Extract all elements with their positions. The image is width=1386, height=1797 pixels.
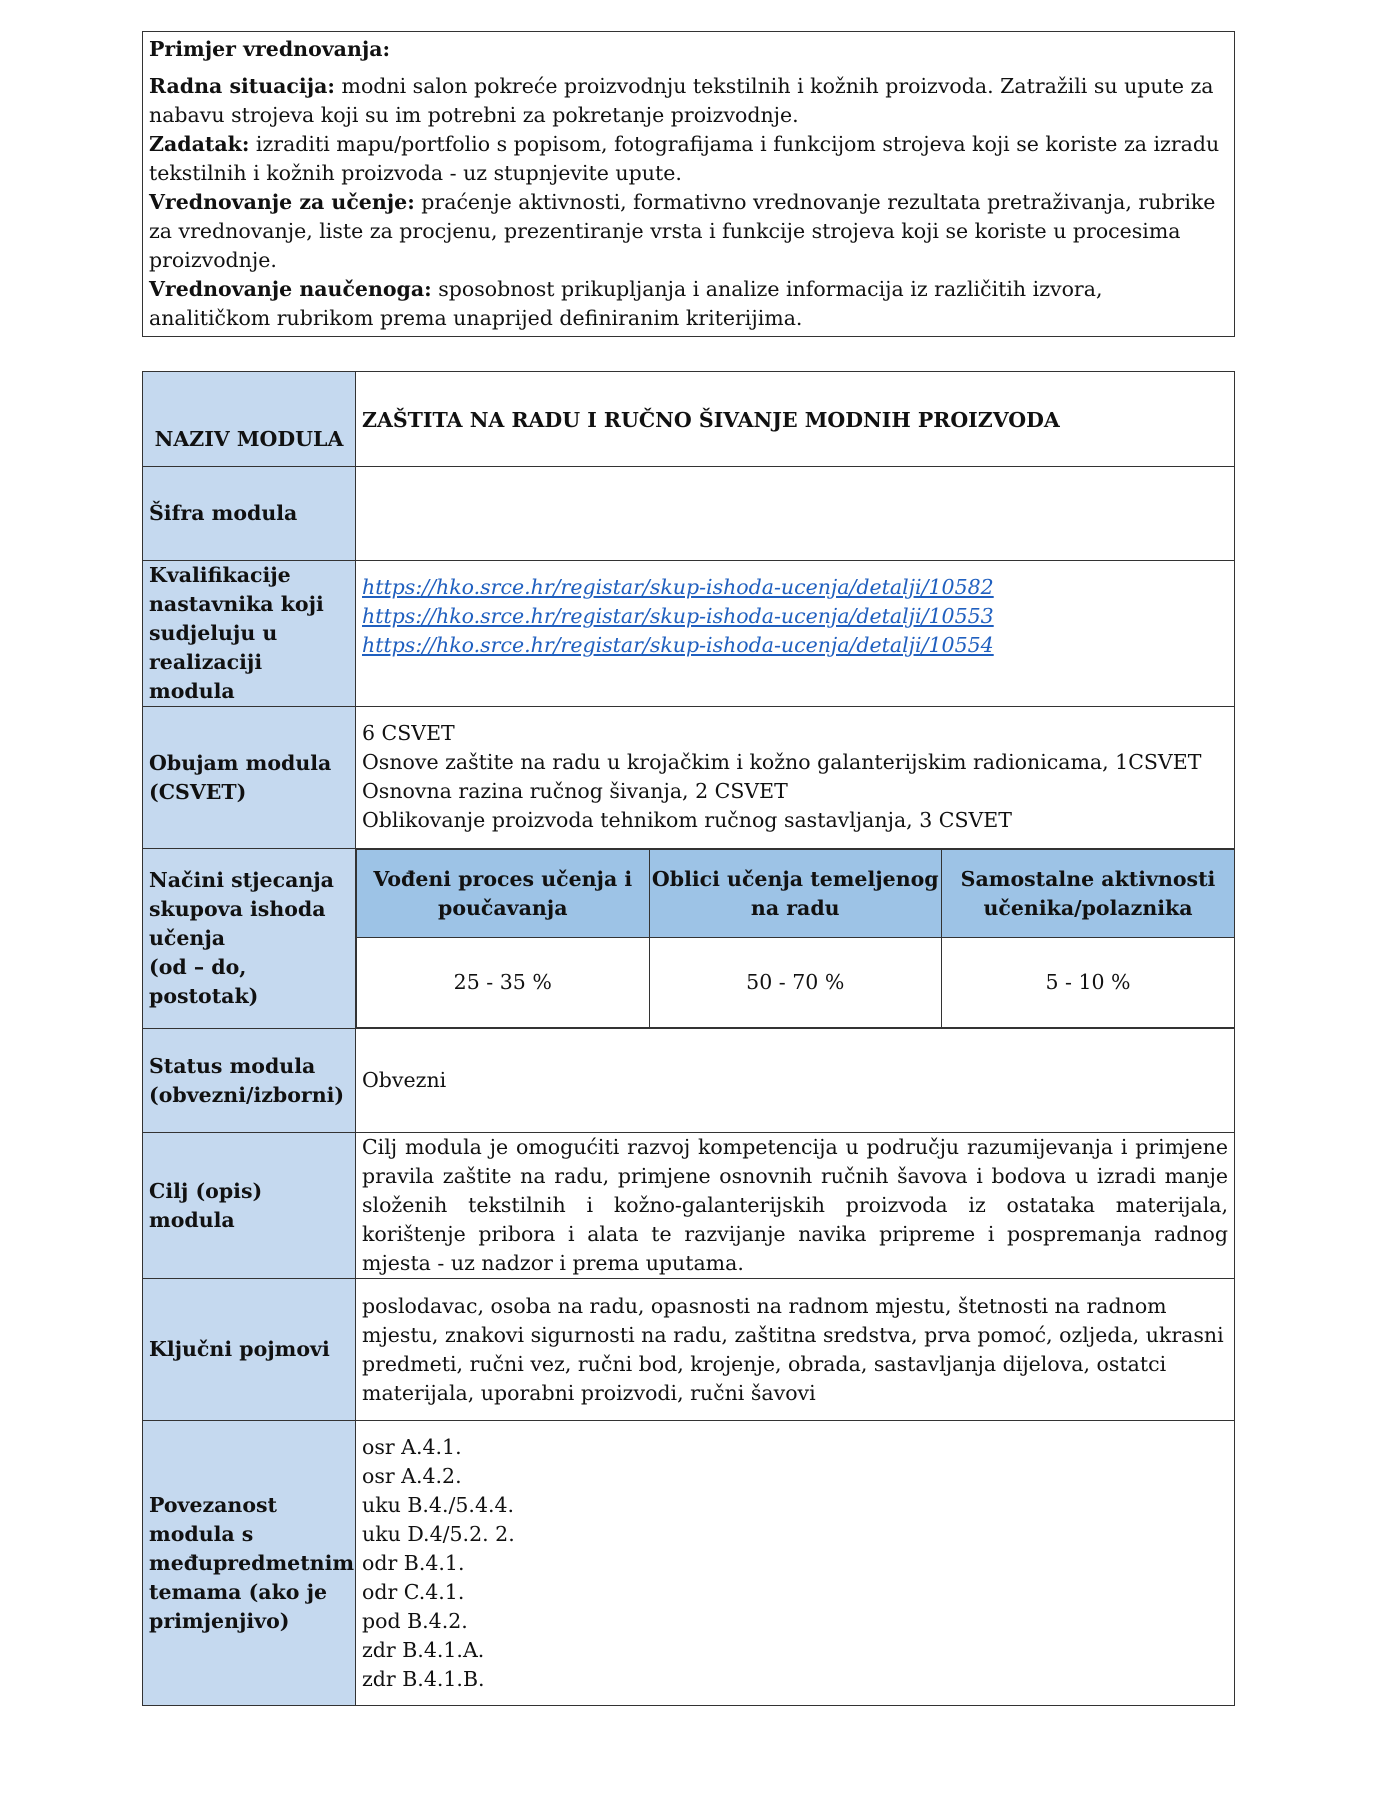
qualifications-links xyxy=(356,561,1235,707)
qualification-link-3[interactable]: https://hko.srce.hr/registar/skup-ishoda-ucenja/detalji/10554 xyxy=(362,633,994,657)
assessment-example-box xyxy=(142,31,1235,337)
module-name-value: ZAŠTITA NA RADU I RUČNO ŠIVANJE MODNIH PROIZVODA xyxy=(356,372,1235,467)
example-heading: Primjer vrednovanja: xyxy=(149,37,391,61)
work-situation-label: Radna situacija: xyxy=(149,74,335,98)
work-situation xyxy=(149,72,1226,130)
method-header: Oblici učenja temeljenog na radu xyxy=(649,850,942,938)
qualification-link-2[interactable]: https://hko.srce.hr/registar/skup-ishoda-ucenja/detalji/10553 xyxy=(362,604,994,628)
scope-row xyxy=(143,707,1235,849)
module-name-row xyxy=(143,372,1235,467)
method-percentage: 25 - 35 % xyxy=(357,938,650,1028)
key-terms-row xyxy=(143,1279,1235,1421)
scope-value xyxy=(356,707,1235,849)
scope-label: Obujam modula (CSVET) xyxy=(143,707,356,849)
status-value: Obvezni xyxy=(356,1029,1235,1133)
cross-curricular-item: odr C.4.1. xyxy=(362,1579,465,1604)
cross-curricular-item: osr A.4.1. xyxy=(362,1434,462,1459)
qualifications-label: Kvalifikacije nastavnika koji sudjeluju u realizaciji modula xyxy=(143,561,356,707)
cross-curricular-label: Povezanost modula s međupredmetnim temama (ako je primjenjivo) xyxy=(143,1421,356,1706)
cross-curricular-item: osr A.4.2. xyxy=(362,1463,462,1488)
cross-curricular-item: odr B.4.1. xyxy=(362,1550,465,1575)
cross-curricular-list xyxy=(356,1421,1235,1706)
scope-line: 6 CSVET xyxy=(362,721,455,745)
module-code-value xyxy=(356,467,1235,561)
cross-curricular-item: zdr B.4.1.B. xyxy=(362,1666,485,1691)
learning-methods-label xyxy=(143,849,356,1029)
module-table xyxy=(142,371,1235,1706)
goal-row xyxy=(143,1133,1235,1279)
assessment-for-label: Vrednovanje za učenje: xyxy=(149,190,415,214)
learning-methods-title: Načini stjecanja skupova ishoda učenja xyxy=(149,868,334,950)
cross-curricular-item: pod B.4.2. xyxy=(362,1608,468,1633)
scope-line: Osnovna razina ručnog šivanja, 2 CSVET xyxy=(362,779,788,803)
key-terms-label: Ključni pojmovi xyxy=(143,1279,356,1421)
cross-curricular-item: uku D.4/5.2. 2. xyxy=(362,1521,515,1546)
key-terms-value: poslodavac, osoba na radu, opasnosti na radnom mjestu, štetnosti na radnom mjestu, znakovi sigurnosti na radu, zaštitna sredstva, prva pomoć, ozljeda, ukrasni predmeti, ručni vez, ručni bod, krojenje, obrada, sastavljanja dijelova, ostatci materijala, uporabni proizvodi, ručni šavovi xyxy=(356,1279,1235,1421)
task-text: izraditi mapu/portfolio s popisom, fotografijama i funkcijom strojeva koji se koriste za izradu tekstilnih i kožnih proizvoda - uz stupnjevite upute. xyxy=(149,132,1220,185)
cross-curricular-item: uku B.4./5.4.4. xyxy=(362,1492,515,1517)
learning-methods-row xyxy=(143,849,1235,1029)
method-header: Samostalne aktivnosti učenika/polaznika xyxy=(942,850,1235,938)
method-percentage: 5 - 10 % xyxy=(942,938,1235,1028)
goal-label: Cilj (opis) modula xyxy=(143,1133,356,1279)
assessment-of-learning xyxy=(149,275,1226,333)
learning-methods-grid xyxy=(356,849,1235,1029)
method-header: Vođeni proces učenja i poučavanja xyxy=(357,850,650,938)
scope-line: Osnove zaštite na radu u krojačkim i kožno galanterijskim radionicama, 1CSVET xyxy=(362,750,1202,774)
learning-methods-values-row xyxy=(357,938,1235,1028)
qualifications-row xyxy=(143,561,1235,707)
assessment-of-text: sposobnost prikupljanja i analize informacija iz različitih izvora, analitičkom rubrikom prema unaprijed definiranim kriterijima. xyxy=(149,277,1103,330)
task xyxy=(149,130,1226,188)
module-code-row xyxy=(143,467,1235,561)
goal-value: Cilj modula je omogućiti razvoj kompetencija u području razumijevanja i primjene pravila zaštite na radu, primjene osnovnih ručnih šavova i bodova u izradi manje složenih tekstilnih i kožno-galanterijskih proizvoda iz ostataka materijala, korištenje pribora i alata te razvijanje navika pripreme i pospremanja radnog mjesta - uz nadzor i prema uputama. xyxy=(356,1133,1235,1279)
module-name-label: NAZIV MODULA xyxy=(143,372,356,467)
work-situation-text: modni salon pokreće proizvodnju tekstilnih i kožnih proizvoda. Zatražili su upute za nabavu strojeva koji su im potrebni za pokretanje proizvodnje. xyxy=(149,74,1214,127)
assessment-of-label: Vrednovanje naučenoga: xyxy=(149,277,432,301)
status-row xyxy=(143,1029,1235,1133)
cross-curricular-item: zdr B.4.1.A. xyxy=(362,1637,485,1662)
learning-methods-header-row xyxy=(357,850,1235,938)
qualification-link-1[interactable]: https://hko.srce.hr/registar/skup-ishoda-ucenja/detalji/10582 xyxy=(362,575,994,599)
scope-line: Oblikovanje proizvoda tehnikom ručnog sastavljanja, 3 CSVET xyxy=(362,808,1012,832)
module-code-label: Šifra modula xyxy=(143,467,356,561)
task-label: Zadatak: xyxy=(149,132,250,156)
status-label: Status modula (obvezni/izborni) xyxy=(143,1029,356,1133)
method-percentage: 50 - 70 % xyxy=(649,938,942,1028)
assessment-for-learning xyxy=(149,188,1226,275)
cross-curricular-row xyxy=(143,1421,1235,1706)
learning-methods-sublabel: (od – do, postotak) xyxy=(149,955,259,1008)
assessment-for-text: praćenje aktivnosti, formativno vrednovanje rezultata pretraživanja, rubrike za vrednovanje, liste za procjenu, prezentiranje vrsta i funkcije strojeva koji se koriste u procesima proizvodnje. xyxy=(149,190,1216,272)
learning-methods-table xyxy=(356,849,1234,1028)
